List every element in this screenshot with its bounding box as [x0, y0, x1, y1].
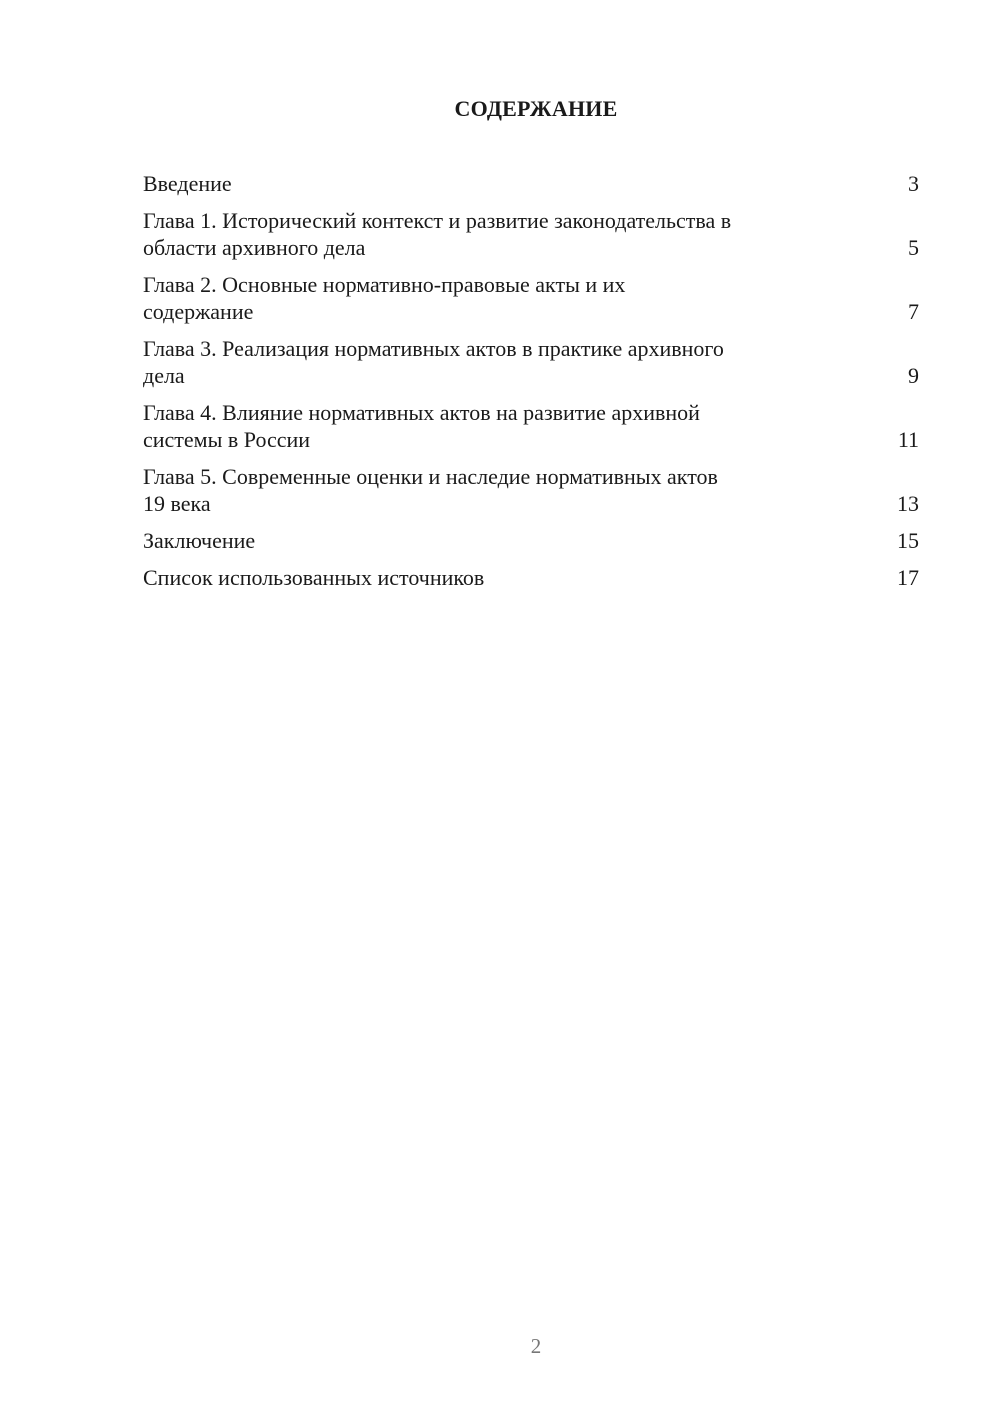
toc-entry-page-number: 11: [897, 427, 919, 452]
table-of-contents: [143, 170, 919, 601]
toc-entry-label: Глава 4. Влияние нормативных актов на развитие архивной системы в России: [143, 400, 700, 452]
toc-entry-page-number: 17: [897, 565, 919, 590]
toc-entry-references: [143, 564, 919, 591]
toc-entry-page-number: 3: [908, 171, 919, 196]
toc-entry-chapter-2: [143, 271, 919, 325]
footer-page-number: 2: [530, 1334, 542, 1358]
toc-entry-chapter-3: [143, 335, 919, 389]
toc-entry-page-number: 5: [908, 235, 919, 260]
toc-entry-conclusion: [143, 527, 919, 554]
toc-entry-chapter-1: [143, 207, 919, 261]
toc-entry-label: Глава 1. Исторический контекст и развитие законодательства в области архивного дела: [143, 208, 732, 260]
toc-entry-introduction: [143, 170, 919, 197]
toc-entry-page-number: 7: [908, 299, 919, 324]
toc-entry-chapter-5: [143, 463, 919, 517]
toc-entry-label: Заключение: [143, 528, 256, 553]
page-title: СОДЕРЖАНИЕ: [454, 96, 618, 121]
toc-entry-label: Глава 5. Современные оценки и наследие нормативных актов 19 века: [143, 464, 718, 516]
toc-entry-label: Глава 3. Реализация нормативных актов в практике архивного дела: [143, 336, 724, 388]
toc-entry-label: Введение: [143, 171, 232, 196]
toc-entry-label: Глава 2. Основные нормативно-правовые акты и их содержание: [143, 272, 626, 324]
toc-entry-label: Список использованных источников: [143, 565, 485, 590]
toc-entry-page-number: 9: [908, 363, 919, 388]
toc-entry-page-number: 15: [897, 528, 919, 553]
toc-entry-page-number: 13: [897, 491, 919, 516]
toc-entry-chapter-4: [143, 399, 919, 453]
